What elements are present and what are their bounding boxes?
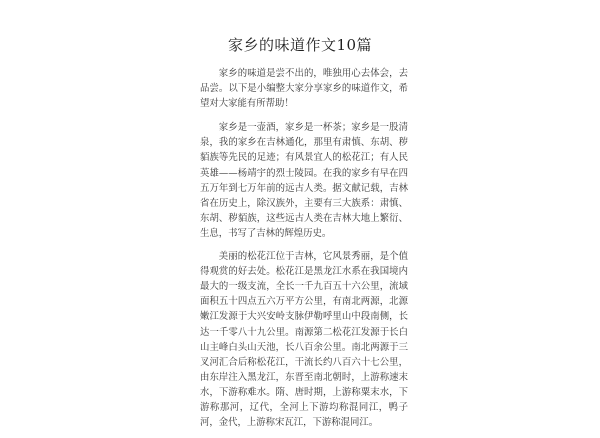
document-title: 家乡的味道作文10篇 (227, 36, 373, 54)
paragraph-intro: 家乡的味道是尝不出的，唯独用心去体会，去品尝。以下是小编整大家分享家乡的味道作文，希望对大家能有所帮助！ (200, 68, 408, 110)
paragraph-songhua-river: 美丽的松花江位于吉林，它风景秀丽，是个值得观赏的好去处。松花江是黑龙江水系在我国境内最大的一级支流，全长一千九百五十六公里，流域面积五十四点五六万平方公里，有南北两源，北源嫩江发源于大兴安岭支脉伊勒呼里山中段南侧，长达一千零八十九公里。南源第二松花江发源于长白山主峰白头山天池，长八百余公里。南北两源于三叉河汇合后称松花江，干流长约八百六十七公里，由东岸注入黑龙江，东晋至南北朝时，上游称速末水，下游称难水。隋、唐时期，上游称粟末水，下游称那河，辽代，全河上下游均称混同江，鸭子河，金代，上游称宋瓦江，下游称混同江。 (200, 251, 408, 429)
paragraph-hometown: 家乡是一壶酒，家乡是一杯茶；家乡是一股清泉，我的家乡在吉林通化，那里有肃慎、东胡、秽貊族等先民的足迹；有风景宜人的松花江；有人民英雄——杨靖宇的烈士陵园。在我的家乡有早在四五万年到七万年前的远古人类。据文献记载，吉林省在历史上，除汉族外，主要有三大族系：肃慎、东胡、秽貊族，这些远古人类在吉林大地上繁衍、生息，书写了吉林的辉煌历史。 (200, 122, 408, 239)
document-body (200, 66, 408, 438)
